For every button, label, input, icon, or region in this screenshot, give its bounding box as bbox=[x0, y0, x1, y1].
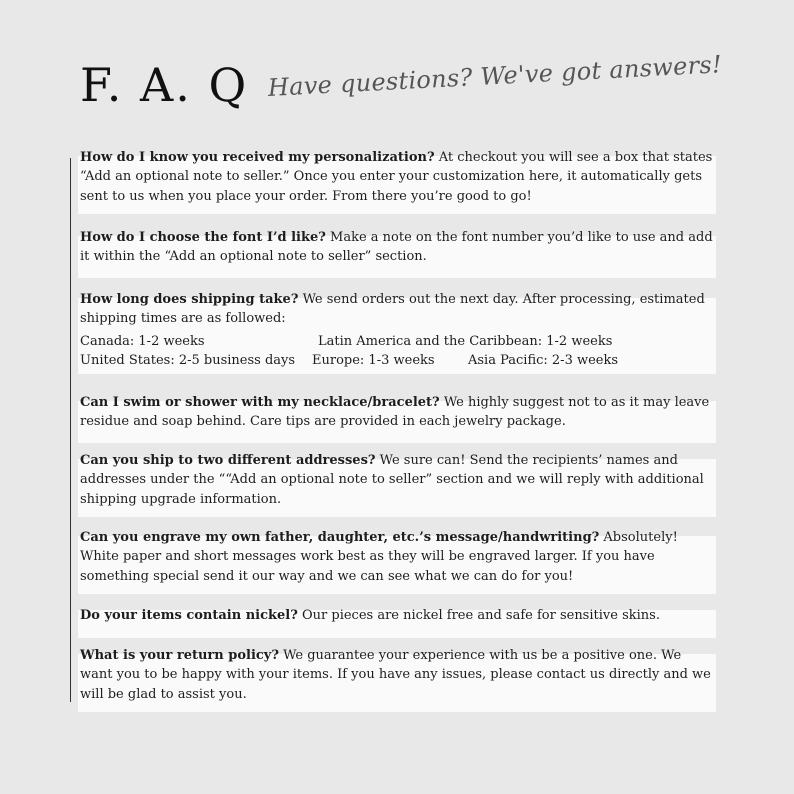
faq-question: How long does shipping take? bbox=[80, 292, 299, 307]
faq-item-shipping bbox=[80, 290, 716, 371]
faq-text bbox=[80, 228, 716, 267]
shipping-latin-america: Latin America and the Caribbean: 1-2 weeks bbox=[318, 333, 613, 349]
faq-item-addresses bbox=[80, 451, 716, 509]
shipping-row bbox=[80, 332, 716, 351]
faq-item-font bbox=[80, 228, 716, 267]
faq-text bbox=[80, 393, 716, 432]
faq-text bbox=[80, 606, 716, 625]
shipping-europe: Europe: 1-3 weeks bbox=[312, 353, 435, 369]
shipping-row bbox=[80, 351, 716, 370]
faq-answer: Make a note on the font number you’d like to use and add it within the “Add an optional note to seller” section. bbox=[80, 230, 713, 265]
faq-item-swim bbox=[80, 393, 716, 432]
faq-answer: Absolutely! White paper and short messages work best as they will be engraved larger. If you have something special send it our way and we can see what we can do for you! bbox=[80, 530, 678, 584]
faq-item-engrave bbox=[80, 528, 716, 586]
faq-item-personalization bbox=[80, 148, 716, 206]
faq-item-nickel bbox=[80, 606, 716, 625]
faq-text bbox=[80, 451, 716, 509]
faq-answer: We guarantee your experience with us be a positive one. We want you to be happy with your items. If you have any issues, please contact us directly and we will be glad to assist you. bbox=[80, 648, 711, 702]
faq-answer: Our pieces are nickel free and safe for sensitive skins. bbox=[297, 608, 660, 623]
faq-question: Can you ship to two different addresses? bbox=[80, 453, 376, 468]
faq-question: How do I choose the font I’d like? bbox=[80, 230, 326, 245]
faq-text bbox=[80, 148, 716, 206]
shipping-canada: Canada: 1-2 weeks bbox=[80, 333, 205, 349]
faq-question: Do your items contain nickel? bbox=[80, 608, 298, 623]
faq-question: Can I swim or shower with my necklace/bracelet? bbox=[80, 395, 440, 410]
shipping-asia-pacific: Asia Pacific: 2-3 weeks bbox=[468, 353, 619, 369]
faq-text bbox=[80, 528, 716, 586]
faq-item-returns bbox=[80, 646, 716, 704]
faq-question: How do I know you received my personalization? bbox=[80, 150, 435, 165]
shipping-united-states: United States: 2-5 business days bbox=[80, 353, 296, 369]
faq-answer: We send orders out the next day. After processing, estimated shipping times are as followed: bbox=[80, 292, 705, 327]
faq-question: Can you engrave my own father, daughter, etc.’s message/handwriting? bbox=[80, 530, 600, 545]
faq-answer: At checkout you will see a box that states “Add an optional note to seller.” Once you enter your customization here, it automatically gets sent to us when you place your order. From there you’re good to go! bbox=[80, 150, 713, 204]
faq-answer: We sure can! Send the recipients’ names and addresses under the ““Add an optional note to seller” section and we will reply with additional shipping upgrade information. bbox=[80, 453, 704, 507]
faq-answer: We highly suggest not to as it may leave residue and soap behind. Care tips are provided in each jewelry package. bbox=[80, 395, 710, 430]
faq-text bbox=[80, 290, 716, 329]
page-title: F. A. Q bbox=[80, 58, 249, 112]
faq-text bbox=[80, 646, 716, 704]
vertical-divider bbox=[70, 158, 71, 702]
faq-question: What is your return policy? bbox=[80, 648, 279, 663]
page-tagline: Have questions? We've got answers! bbox=[267, 50, 723, 102]
